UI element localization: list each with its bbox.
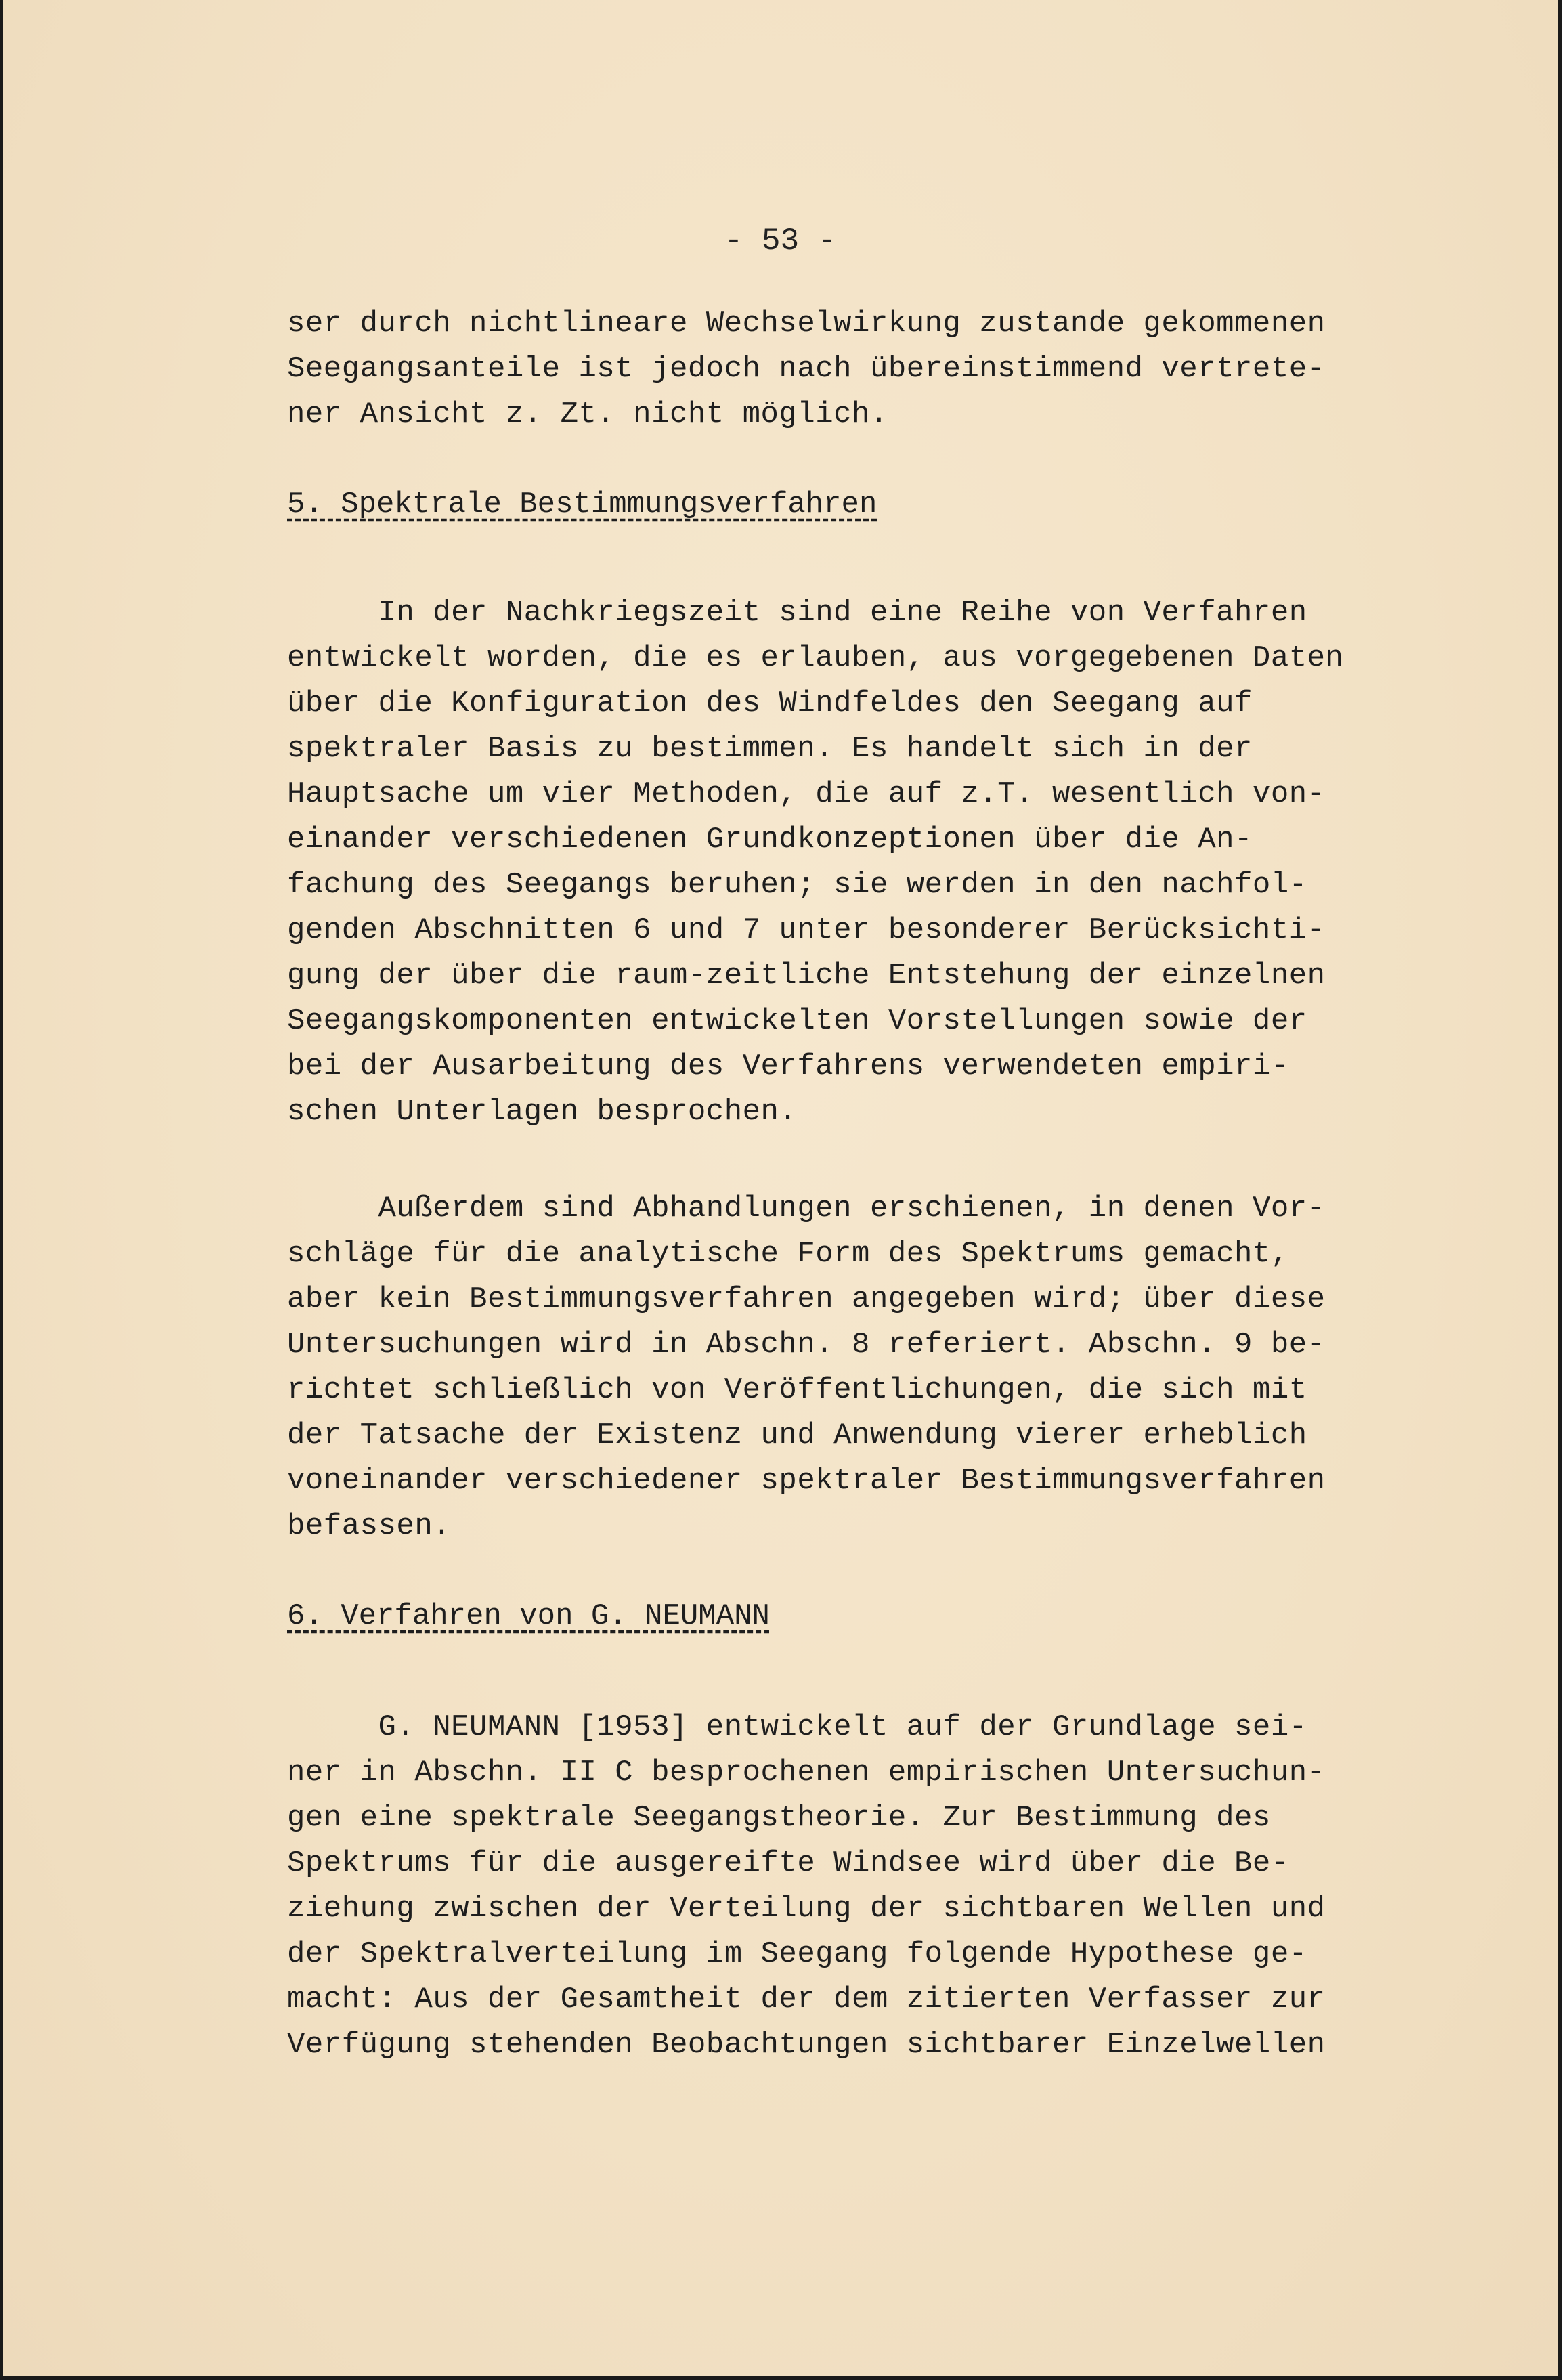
- text-line: fachung des Seegangs beruhen; sie werden in den nachfol-: [287, 868, 1307, 902]
- text-line: G. NEUMANN [1953] entwickelt auf der Grundlage sei-: [287, 1710, 1307, 1744]
- text-line: schen Unterlagen besprochen.: [287, 1095, 798, 1129]
- text-line: Hauptsache um vier Methoden, die auf z.T. wesentlich von-: [287, 777, 1326, 811]
- text-line: Seegangsanteile ist jedoch nach übereinstimmend vertrete-: [287, 352, 1326, 386]
- text-line: Spektrums für die ausgereifte Windsee wird über die Be-: [287, 1846, 1289, 1880]
- section-5-paragraph-2: [287, 1186, 1370, 1549]
- text-line: richtet schließlich von Veröffentlichungen, die sich mit: [287, 1373, 1307, 1407]
- text-line: der Spektralverteilung im Seegang folgende Hypothese ge-: [287, 1937, 1307, 1971]
- section-6-heading: 6. Verfahren von G. NEUMANN: [287, 1599, 770, 1633]
- text-line: genden Abschnitten 6 und 7 unter besonderer Berücksichti-: [287, 913, 1326, 947]
- section-6-paragraph-1: [287, 1705, 1370, 2068]
- section-5-paragraph-1: [287, 590, 1370, 1135]
- text-line: aber kein Bestimmungsverfahren angegeben wird; über diese: [287, 1282, 1326, 1316]
- text-line: bei der Ausarbeitung des Verfahrens verwendeten empiri-: [287, 1050, 1289, 1083]
- text-line: über die Konfiguration des Windfeldes den Seegang auf: [287, 687, 1253, 720]
- text-line: Außerdem sind Abhandlungen erschienen, in denen Vor-: [287, 1192, 1326, 1226]
- text-line: Seegangskomponenten entwickelten Vorstellungen sowie der: [287, 1004, 1307, 1038]
- text-line: gung der über die raum-zeitliche Entstehung der einzelnen: [287, 959, 1326, 993]
- text-line: entwickelt worden, die es erlauben, aus vorgegebenen Daten: [287, 641, 1344, 675]
- text-line: schläge für die analytische Form des Spektrums gemacht,: [287, 1237, 1289, 1271]
- text-line: gen eine spektrale Seegangstheorie. Zur Bestimmung des: [287, 1801, 1271, 1835]
- text-line: ner Ansicht z. Zt. nicht möglich.: [287, 397, 888, 431]
- intro-paragraph: [287, 301, 1370, 437]
- text-line: Verfügung stehenden Beobachtungen sichtbarer Einzelwellen: [287, 2028, 1326, 2062]
- text-line: voneinander verschiedener spektraler Bestimmungsverfahren: [287, 1464, 1326, 1498]
- document-page: [3, 0, 1558, 2376]
- text-line: ziehung zwischen der Verteilung der sichtbaren Wellen und: [287, 1892, 1326, 1926]
- text-line: ner in Abschn. II C besprochenen empirischen Untersuchun-: [287, 1756, 1326, 1790]
- text-line: spektraler Basis zu bestimmen. Es handelt sich in der: [287, 732, 1253, 766]
- text-line: der Tatsache der Existenz und Anwendung vierer erheblich: [287, 1419, 1307, 1452]
- text-line: In der Nachkriegszeit sind eine Reihe von Verfahren: [287, 596, 1307, 630]
- text-line: befassen.: [287, 1509, 452, 1543]
- text-line: macht: Aus der Gesamtheit der dem zitierten Verfasser zur: [287, 1983, 1326, 2016]
- text-line: Untersuchungen wird in Abschn. 8 referiert. Abschn. 9 be-: [287, 1328, 1326, 1362]
- text-line: ser durch nichtlineare Wechselwirkung zustande gekommenen: [287, 307, 1326, 341]
- page-number: - 53 -: [724, 223, 837, 259]
- section-5-heading: 5. Spektrale Bestimmungsverfahren: [287, 488, 877, 521]
- text-line: einander verschiedenen Grundkonzeptionen über die An-: [287, 823, 1253, 857]
